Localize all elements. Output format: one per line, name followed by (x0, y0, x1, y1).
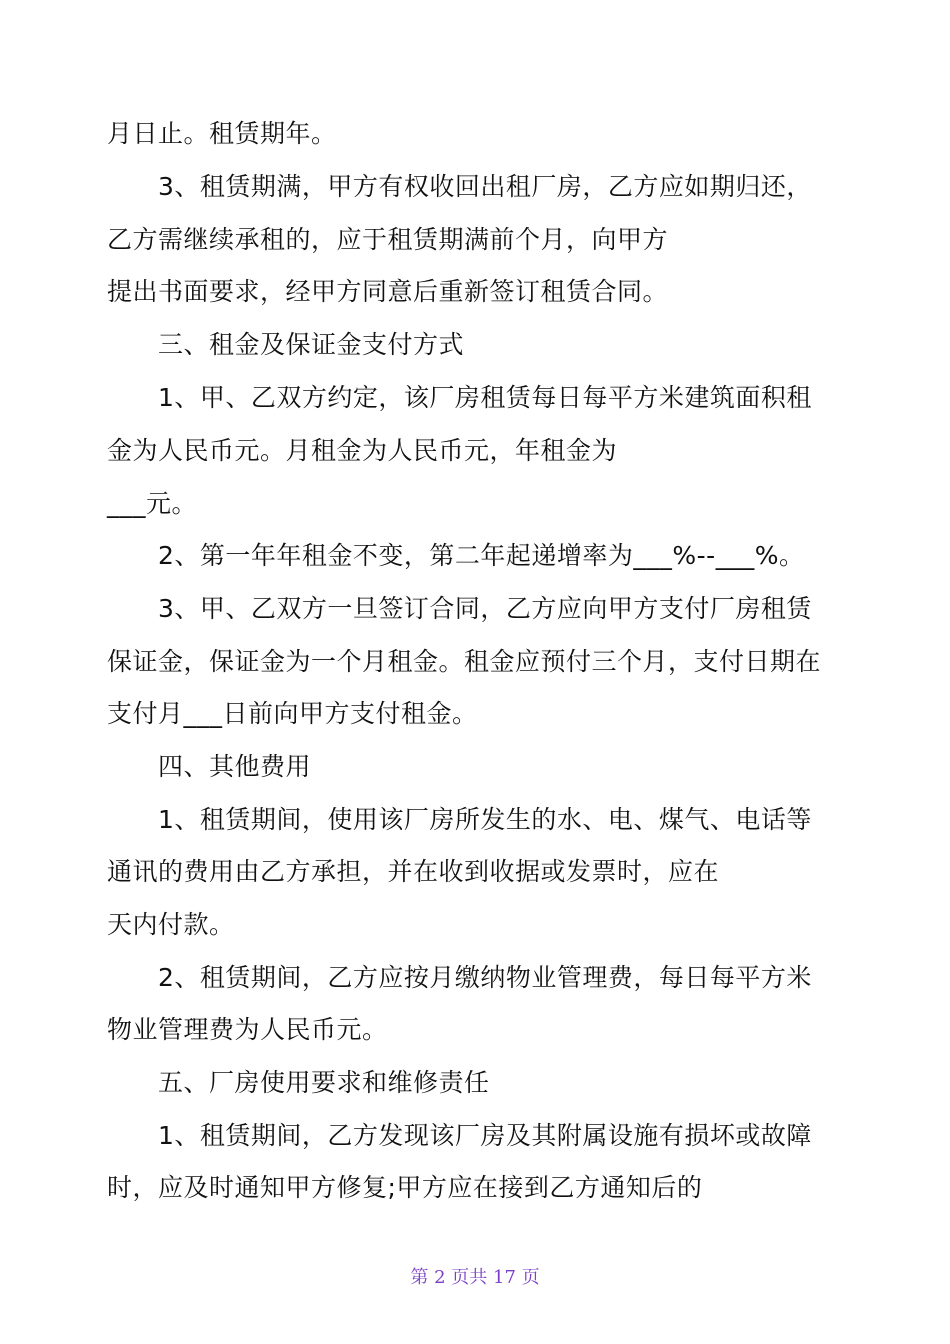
text-line: 月日止。租赁期年。 (107, 119, 337, 148)
text-line: 提出书面要求，经甲方同意后重新签订租赁合同。 (107, 277, 669, 306)
text-line: 2、租赁期间，乙方应按月缴纳物业管理费，每日每平方米 (107, 963, 812, 992)
text-line: 1、租赁期间，使用该厂房所发生的水、电、煤气、电话等 (107, 805, 812, 834)
text-line: 3、甲、乙双方一旦签订合同，乙方应向甲方支付厂房租赁 (107, 594, 812, 623)
text-line: ___元。 (107, 489, 198, 518)
page-number-footer: 第 2 页共 17 页 (410, 1267, 540, 1288)
text-line: 天内付款。 (107, 910, 235, 939)
text-line: 1、租赁期间，乙方发现该厂房及其附属设施有损坏或故障 (107, 1121, 812, 1150)
text-line: 时，应及时通知甲方修复;甲方应在接到乙方通知后的 (107, 1173, 703, 1202)
text-line: 物业管理费为人民币元。 (107, 1015, 388, 1044)
text-line: 2、第一年年租金不变，第二年起递增率为___%--___%。 (107, 541, 805, 570)
section-heading: 五、厂房使用要求和维修责任 (107, 1068, 490, 1097)
text-line: 支付月___日前向甲方支付租金。 (107, 699, 478, 728)
section-heading: 三、租金及保证金支付方式 (107, 330, 465, 359)
section-heading: 四、其他费用 (107, 752, 312, 781)
text-line: 保证金，保证金为一个月租金。租金应预付三个月，支付日期在 (107, 647, 822, 676)
text-line: 通讯的费用由乙方承担，并在收到收据或发票时，应在 (107, 857, 720, 886)
text-line: 金为人民币元。月租金为人民币元，年租金为 (107, 436, 618, 465)
text-line: 1、甲、乙双方约定，该厂房租赁每日每平方米建筑面积租 (107, 383, 812, 412)
text-line: 乙方需继续承租的，应于租赁期满前个月，向甲方 (107, 225, 669, 254)
text-line: 3、租赁期满，甲方有权收回出租厂房，乙方应如期归还， (107, 172, 812, 201)
